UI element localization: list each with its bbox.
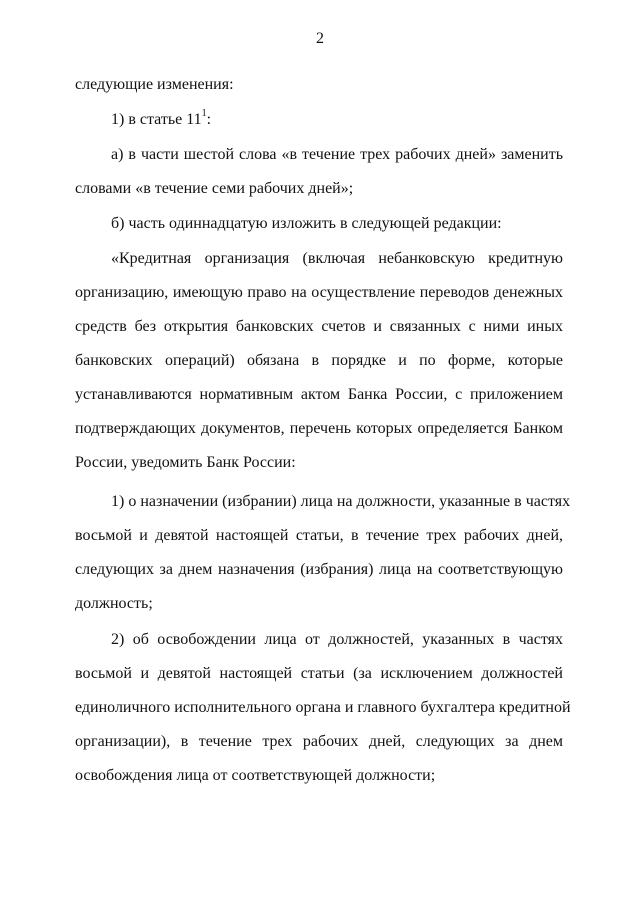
text-line: словами «в течение семи рабочих дней»; <box>75 180 354 197</box>
article-colon: : <box>206 111 212 128</box>
text-line: б) часть одиннадцатую изложить в следующей редакции: <box>111 215 502 232</box>
paragraph-item-a <box>75 138 563 206</box>
text-line <box>75 103 563 137</box>
paragraph-credit-organization <box>75 242 563 480</box>
text-line: устанавливаются нормативным актом Банка России, с приложением <box>75 386 563 403</box>
text-line: России, уведомить Банк России: <box>75 454 296 471</box>
article-ref: 1) в статье 11 <box>111 111 202 128</box>
text-line: должность; <box>75 595 153 612</box>
text-line: 1) о назначении (избрании) лица на должности, указанные в частях <box>111 493 571 510</box>
text-line: 2) об освобождении лица от должностей, указанных в частях <box>111 631 563 648</box>
text-line: следующих за днем назначения (избрания) лица на соответствующую <box>75 561 563 578</box>
paragraph-item-b <box>75 207 563 241</box>
paragraph-subitem-2 <box>75 623 571 793</box>
text-line: освобождения лица от соответствующей должности; <box>75 767 436 784</box>
text-line: организацию, имеющую право на осуществление переводов денежных <box>75 284 563 301</box>
text-line: банковских операций) обязана в порядке и по форме, которые <box>75 352 563 369</box>
page-number: 2 <box>316 30 324 47</box>
paragraph-subitem-1 <box>75 485 571 621</box>
text-line: следующие изменения: <box>75 76 234 93</box>
paragraph-intro <box>75 68 563 102</box>
text-line: восьмой и девятой настоящей статьи, в течение трех рабочих дней, <box>75 527 563 544</box>
text-line: восьмой и девятой настоящей статьи (за исключением должностей <box>75 665 563 682</box>
text-line: средств без открытия банковских счетов и связанных с ними иных <box>75 318 563 335</box>
text-line: организации), в течение трех рабочих дней, следующих за днем <box>75 733 563 750</box>
text-line: единоличного исполнительного органа и главного бухгалтера кредитной <box>75 699 571 716</box>
article-superscript: 1 <box>201 107 207 119</box>
paragraph-article-11-1 <box>75 103 563 137</box>
text-line: подтверждающих документов, перечень которых определяется Банком <box>75 420 563 437</box>
text-line: «Кредитная организация (включая небанковскую кредитную <box>111 250 563 267</box>
text-line: а) в части шестой слова «в течение трех рабочих дней» заменить <box>111 146 563 163</box>
